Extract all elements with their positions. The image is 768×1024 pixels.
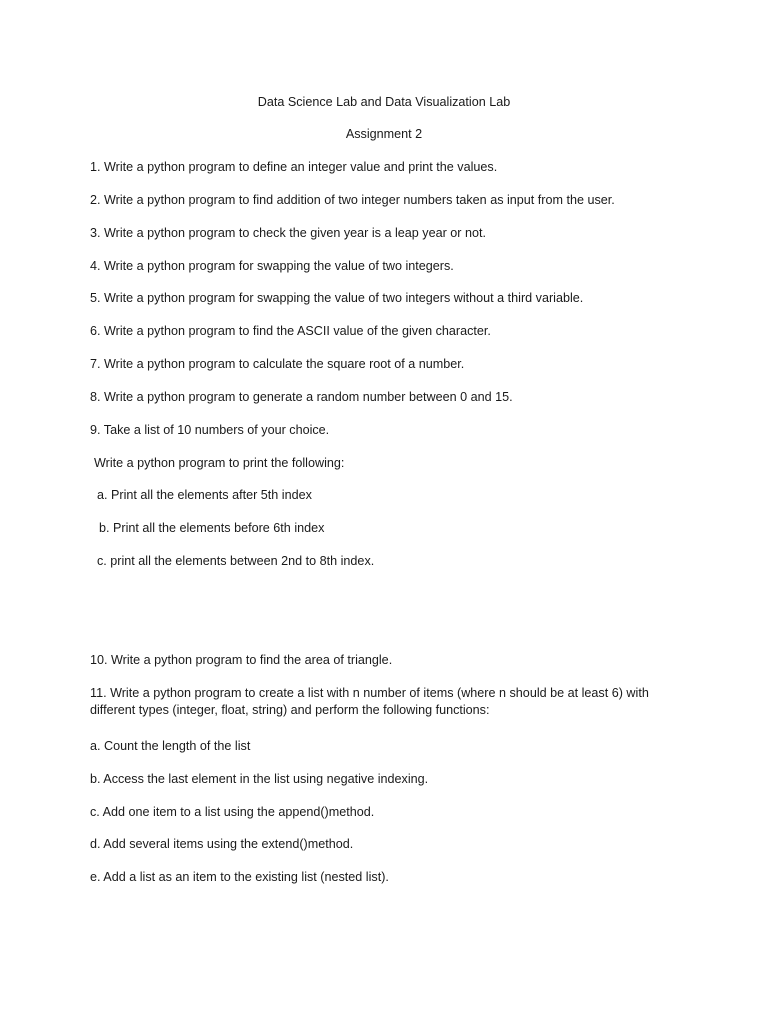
question-6: 6. Write a python program to find the ASCII value of the given character. [90, 324, 491, 338]
question-1: 1. Write a python program to define an integer value and print the values. [90, 160, 498, 174]
question-11-part-a: a. Count the length of the list [90, 739, 251, 753]
question-3: 3. Write a python program to check the given year is a leap year or not. [90, 226, 486, 240]
question-10: 10. Write a python program to find the area of triangle. [90, 653, 393, 667]
question-9-part-b: b. Print all the elements before 6th index [99, 521, 325, 535]
question-5: 5. Write a python program for swapping the value of two integers without a third variable. [90, 291, 584, 305]
question-2: 2. Write a python program to find addition of two integer numbers taken as input from the user. [90, 193, 615, 207]
question-11-part-e: e. Add a list as an item to the existing list (nested list). [90, 870, 389, 884]
question-9: 9. Take a list of 10 numbers of your choice. [90, 423, 330, 437]
question-9-part-a: a. Print all the elements after 5th index [97, 488, 312, 502]
question-9-instruction: Write a python program to print the following: [94, 456, 345, 470]
question-7: 7. Write a python program to calculate the square root of a number. [90, 357, 465, 371]
question-8: 8. Write a python program to generate a random number between 0 and 15. [90, 390, 513, 404]
question-11-part-d: d. Add several items using the extend()method. [90, 837, 354, 851]
question-11: 11. Write a python program to create a list with n number of items (where n should be at least 6) with different types (integer, float, string) and perform the following functions: [90, 686, 649, 717]
assignment-subtitle: Assignment 2 [345, 127, 423, 141]
question-11-part-b: b. Access the last element in the list using negative indexing. [90, 772, 429, 786]
question-11-part-c: c. Add one item to a list using the append()method. [90, 805, 375, 819]
question-4: 4. Write a python program for swapping the value of two integers. [90, 259, 454, 273]
question-9-part-c: c. print all the elements between 2nd to 8th index. [97, 554, 375, 568]
document-title: Data Science Lab and Data Visualization Lab [257, 95, 511, 109]
